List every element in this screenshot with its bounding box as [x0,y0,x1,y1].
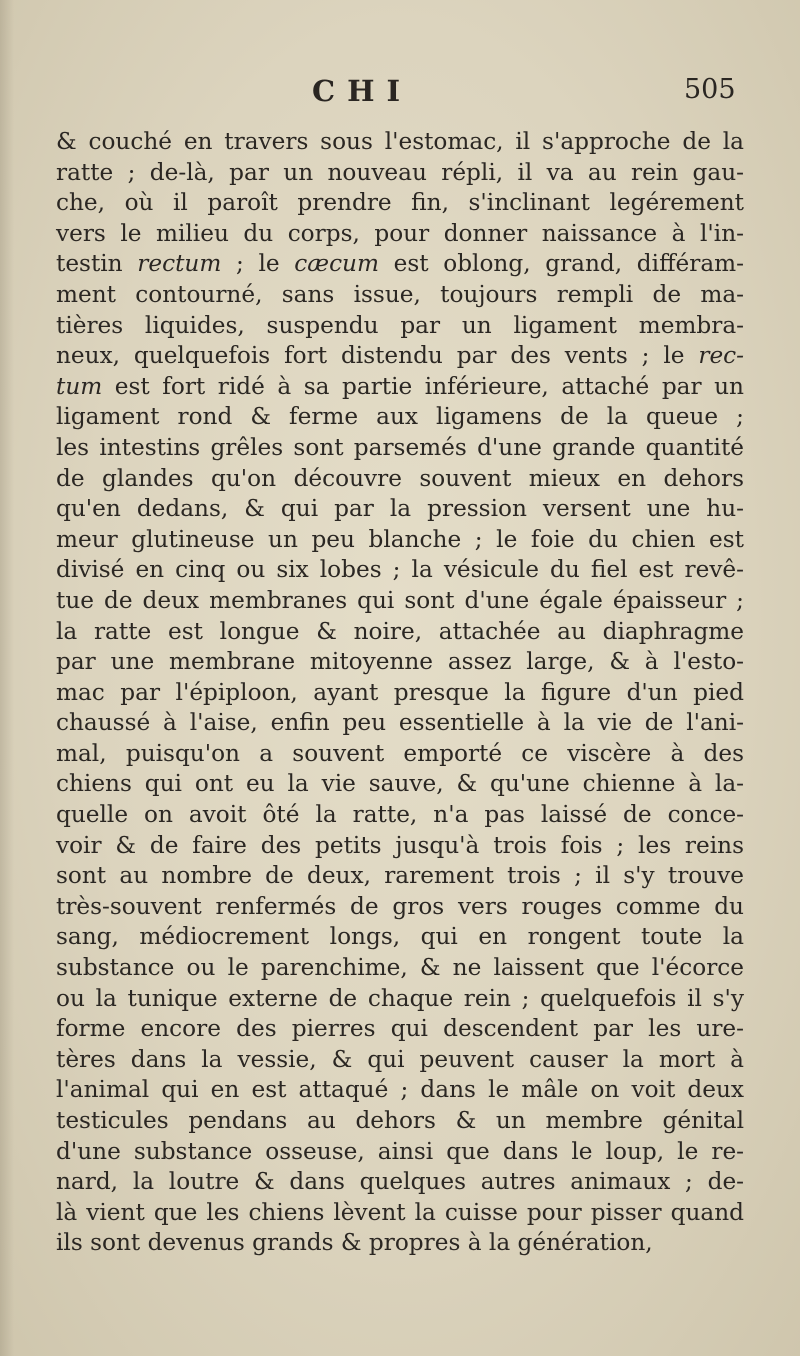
text-line [56,311,744,342]
text-line [56,953,744,984]
text-line [56,249,744,280]
text-run: d'une substance osseuse, ainsi que dans le loup, le re- [56,1137,744,1165]
text-run: tières liquides, suspendu par un ligament membra- [56,311,744,339]
text-line [56,1106,744,1137]
text-line [56,1014,744,1045]
body-text [56,127,744,1259]
text-run: qu'en dedans, & qui par la pression versent une hu- [56,495,744,523]
text-run: tères dans la vessie, & qui peuvent causer la mort à [56,1045,744,1073]
text-run: quelle on avoit ôté la ratte, n'a pas laissé de conce- [56,801,744,829]
text-run: voir & de faire des petits jusqu'à trois fois ; les reins [56,831,744,859]
text-line [56,769,744,800]
text-line [56,158,744,189]
text-line [56,617,744,648]
text-run: ou la tunique externe de chaque rein ; quelquefois il s'y [56,984,744,1012]
italic-term: tum [56,372,103,400]
text-run: chaussé à l'aise, enfin peu essentielle à la vie de l'ani- [56,709,744,737]
text-run: très-souvent renfermés de gros vers rouges comme du [56,892,744,920]
text-line [56,586,744,617]
text-run: la ratte est longue & noire, attachée au diaphragme [56,617,744,645]
text-line [56,280,744,311]
text-run: tue de deux membranes qui sont d'une égale épaisseur ; [56,586,744,614]
text-line [56,1228,744,1259]
text-run: les intestins grêles sont parsemés d'une grande quantité [56,433,744,461]
text-line [56,433,744,464]
text-run: meur glutineuse un peu blanche ; le foie du chien est [56,525,744,553]
text-line [56,922,744,953]
text-run: divisé en cinq ou six lobes ; la vésicule du fiel est revê- [56,556,744,584]
text-line [56,372,744,403]
text-run: mal, puisqu'on a souvent emporté ce viscère à des [56,739,744,767]
text-line [56,647,744,678]
italic-term: rec- [698,342,744,370]
text-run: par une membrane mitoyenne assez large, & à l'esto- [56,648,744,676]
running-head: CHI [312,74,413,108]
text-run: l'animal qui en est attaqué ; dans le mâle on voit deux [56,1076,744,1104]
text-line [56,984,744,1015]
text-run: che, où il paroît prendre fin, s'inclinant legérement [56,189,744,217]
text-run: substance ou le parenchime, & ne laissent que l'écorce [56,954,744,982]
text-line [56,494,744,525]
text-line [56,708,744,739]
text-line [56,1075,744,1106]
text-run: est fort ridé à sa partie inférieure, attaché par un [102,372,744,400]
text-run: ; le [221,250,295,278]
text-line [56,219,744,250]
text-line [56,678,744,709]
text-line [56,831,744,862]
spine-shadow [0,0,14,1356]
text-run: forme encore des pierres qui descendent par les ure- [56,1015,744,1043]
text-run: & couché en travers sous l'estomac, il s'approche de la [56,128,744,155]
text-run: testin [56,250,138,278]
text-run: vers le milieu du corps, pour donner naissance à l'in- [56,219,744,247]
text-line [56,1198,744,1229]
text-run: sont au nombre de deux, rarement trois ; il s'y trouve [56,862,744,890]
italic-term: rectum [137,250,222,278]
text-run: mac par l'épiploon, ayant presque la figure d'un pied [56,678,744,706]
text-line [56,1045,744,1076]
page-header [0,74,800,114]
text-run: est oblong, grand, différam- [378,250,744,278]
text-run: là vient que les chiens lèvent la cuisse pour pisser quand [56,1198,744,1226]
text-line [56,464,744,495]
text-line [56,861,744,892]
italic-term: cæcum [294,250,379,278]
text-line [56,892,744,923]
text-line [56,188,744,219]
text-line [56,341,744,372]
text-line [56,127,744,158]
text-run: ils sont devenus grands & propres à la génération, [56,1229,653,1257]
text-line [56,800,744,831]
text-run: ratte ; de-là, par un nouveau répli, il va au rein gau- [56,158,744,186]
text-run: testicules pendans au dehors & un membre génital [56,1107,744,1134]
text-run: ligament rond & ferme aux ligamens de la queue ; [56,403,744,431]
text-line [56,739,744,770]
text-run: neux, quelquefois fort distendu par des vents ; le [56,342,699,370]
text-line [56,1137,744,1168]
text-run: de glandes qu'on découvre souvent mieux en dehors [56,464,744,492]
text-run: ment contourné, sans issue, toujours rempli de ma- [56,280,744,308]
text-line [56,402,744,433]
page-number: 505 [684,74,736,105]
text-line [56,525,744,556]
text-run: sang, médiocrement longs, qui en rongent toute la [56,923,744,951]
text-run: nard, la loutre & dans quelques autres animaux ; de- [56,1168,744,1196]
text-run: chiens qui ont eu la vie sauve, & qu'une chienne à la- [56,770,744,798]
text-line [56,1167,744,1198]
text-line [56,555,744,586]
